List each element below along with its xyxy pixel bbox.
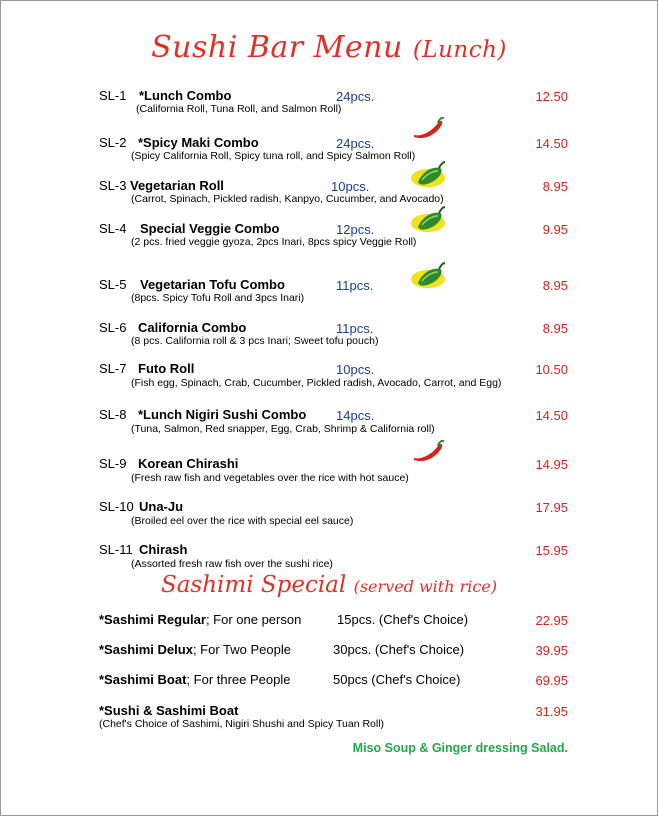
green-pepper-icon xyxy=(410,160,448,188)
item-pieces: 11pcs. xyxy=(336,321,374,336)
item-price: 12.50 xyxy=(535,89,568,104)
item-description: (2 pcs. fried veggie gyoza, 2pcs Inari, 8pcs spicy Veggie Roll) xyxy=(131,236,417,248)
item-code: SL-8 xyxy=(99,407,127,422)
item-price: 8.95 xyxy=(542,321,568,336)
item-description: (Fresh raw fish and vegetables over the rice with hot sauce) xyxy=(131,472,409,484)
item-code: SL-10 xyxy=(99,499,134,514)
item-name: Korean Chirashi xyxy=(138,456,239,471)
item-name: Vegetarian Roll xyxy=(130,178,224,193)
green-pepper-icon xyxy=(410,261,448,289)
item-code: SL-7 xyxy=(99,361,127,376)
item-description: (Broiled eel over the rice with special eel sauce) xyxy=(131,515,354,527)
item-code: SL-3 xyxy=(99,178,127,193)
item-pieces: 24pcs. xyxy=(336,89,375,104)
item-code: SL-5 xyxy=(99,277,127,292)
item-name: *Spicy Maki Combo xyxy=(138,135,259,150)
sashimi-title-main: Sashimi Special xyxy=(160,572,347,598)
item-description: (Assorted fresh raw fish over the sushi rice) xyxy=(131,558,333,570)
sashimi-title-paren: (served with rice) xyxy=(353,577,498,596)
item-pieces: 24pcs. xyxy=(336,136,375,151)
footer-note: Miso Soup & Ginger dressing Salad. xyxy=(352,741,568,755)
sashimi-price: 31.95 xyxy=(535,704,568,719)
item-description: (Spicy California Roll, Spicy tuna roll, and Spicy Salmon Roll) xyxy=(131,150,416,162)
item-pieces: 10pcs. xyxy=(331,179,370,194)
menu-title-paren: (Lunch) xyxy=(412,37,507,63)
item-code: SL-6 xyxy=(99,320,127,335)
sashimi-name: *Sashimi Regular xyxy=(99,612,206,627)
item-pieces: 11pcs. xyxy=(336,278,374,293)
sashimi-price: 69.95 xyxy=(535,673,568,688)
item-price: 17.95 xyxy=(535,500,568,515)
item-description: (8pcs. Spicy Tofu Roll and 3pcs Inari) xyxy=(131,292,305,304)
item-pieces: 14pcs. xyxy=(336,408,375,423)
chili-pepper-icon xyxy=(410,440,448,468)
item-code: SL-2 xyxy=(99,135,127,150)
item-price: 14.50 xyxy=(535,408,568,423)
sashimi-name: *Sashimi Delux xyxy=(99,642,193,657)
item-name: Futo Roll xyxy=(138,361,195,376)
item-price: 9.95 xyxy=(542,222,568,237)
item-description: (Fish egg, Spinach, Crab, Cucumber, Pickled radish, Avocado, Carrot, and Egg) xyxy=(131,377,502,389)
item-description: (California Roll, Tuna Roll, and Salmon Roll) xyxy=(136,103,342,115)
item-code: SL-11 xyxy=(99,542,133,557)
menu-title-main: Sushi Bar Menu xyxy=(151,30,403,65)
sashimi-detail: ; For Two People xyxy=(192,642,291,657)
item-description: (Tuna, Salmon, Red snapper, Egg, Crab, Shrimp & California roll) xyxy=(131,423,435,435)
item-pieces: 12pcs. xyxy=(336,222,375,237)
item-description: (Carrot, Spinach, Pickled radish, Kanpyo, Cucumber, and Avocado) xyxy=(131,193,444,205)
sashimi-pieces: 50pcs (Chef's Choice) xyxy=(333,672,461,687)
item-name: *Lunch Nigiri Sushi Combo xyxy=(138,407,307,422)
sashimi-price: 22.95 xyxy=(535,613,568,628)
item-price: 8.95 xyxy=(542,179,568,194)
item-name: Chirash xyxy=(139,542,188,557)
item-description: (8 pcs. California roll & 3 pcs Inari; Sweet tofu pouch) xyxy=(131,335,379,347)
item-name: *Lunch Combo xyxy=(139,88,232,103)
green-pepper-icon xyxy=(410,205,448,233)
item-price: 10.50 xyxy=(535,362,568,377)
sashimi-name: *Sashimi Boat xyxy=(99,672,187,687)
sashimi-price: 39.95 xyxy=(535,643,568,658)
sashimi-description: (Chef's Choice of Sashimi, Nigiri Shushi and Spicy Tuan Roll) xyxy=(99,718,385,730)
item-code: SL-1 xyxy=(99,88,127,103)
item-pieces: 10pcs. xyxy=(336,362,375,377)
sashimi-name: *Sushi & Sashimi Boat xyxy=(99,703,239,718)
sashimi-name-line xyxy=(99,703,238,718)
chili-pepper-icon xyxy=(410,117,448,145)
sashimi-pieces: 15pcs. (Chef's Choice) xyxy=(337,612,469,627)
sashimi-detail: ; For three People xyxy=(186,672,291,687)
item-name: Una-Ju xyxy=(139,499,184,514)
item-name: Special Veggie Combo xyxy=(140,221,280,236)
item-code: SL-9 xyxy=(99,456,127,471)
sashimi-name-line xyxy=(99,642,291,657)
sashimi-pieces: 30pcs. (Chef's Choice) xyxy=(333,642,465,657)
item-price: 15.95 xyxy=(535,543,568,558)
item-name: California Combo xyxy=(138,320,247,335)
item-price: 8.95 xyxy=(542,278,568,293)
item-price: 14.50 xyxy=(535,136,568,151)
sashimi-name-line xyxy=(99,612,301,627)
item-name: Vegetarian Tofu Combo xyxy=(140,277,285,292)
sashimi-section-title xyxy=(0,572,658,598)
item-code: SL-4 xyxy=(99,221,127,236)
sashimi-detail: ; For one person xyxy=(205,612,302,627)
sashimi-name-line xyxy=(99,672,290,687)
menu-title xyxy=(0,30,658,65)
item-price: 14.95 xyxy=(535,457,568,472)
